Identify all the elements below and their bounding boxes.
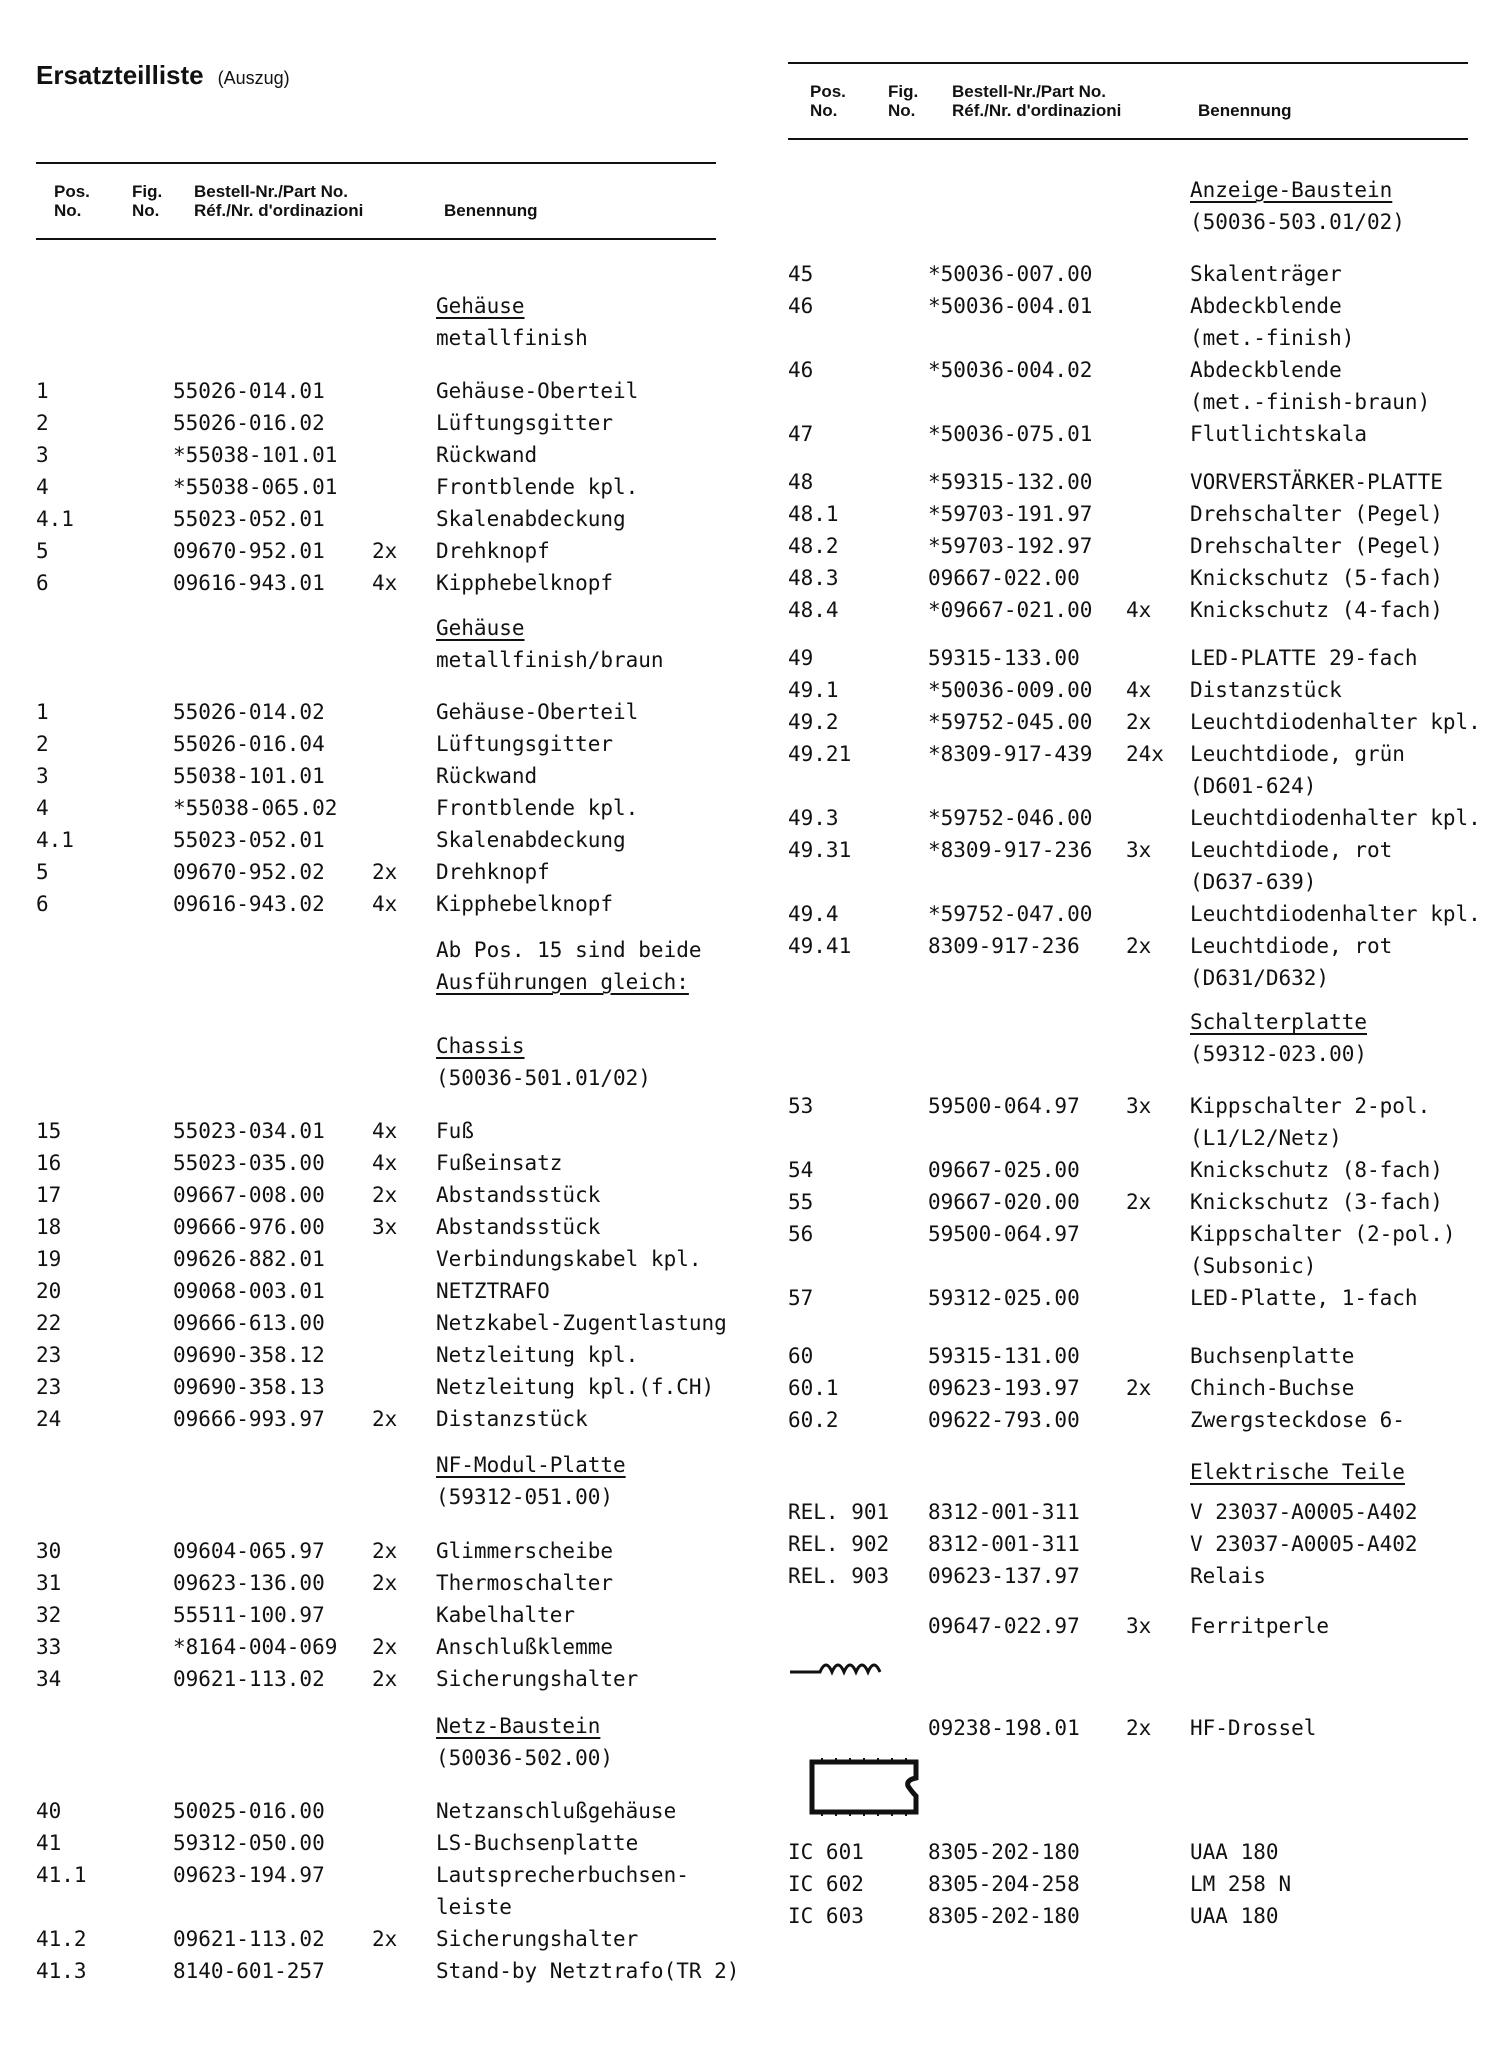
cell-name: leiste xyxy=(436,1895,512,1919)
cell-name: Kipphebelknopf xyxy=(436,571,614,595)
cell-part-no: 8309-917-236 xyxy=(928,934,1080,958)
cell-name: HF-Drossel xyxy=(1190,1716,1317,1740)
cell-pos: 20 xyxy=(36,1279,62,1303)
cell-name: Abstandsstück xyxy=(436,1183,601,1207)
cell-name: Verbindungskabel kpl. xyxy=(436,1247,702,1271)
cell-name: Netzleitung kpl.(f.CH) xyxy=(436,1375,715,1399)
cell-part-no: *50036-004.01 xyxy=(928,294,1093,318)
cell-pos: 1 xyxy=(36,379,49,403)
cell-qty: 2x xyxy=(1126,1716,1152,1740)
cell-pos: 48.4 xyxy=(788,598,839,622)
cell-name: Kabelhalter xyxy=(436,1603,576,1627)
cell-name: NETZTRAFO xyxy=(436,1279,550,1303)
cell-name: Skalenabdeckung xyxy=(436,828,626,852)
header-fig: Fig. No. xyxy=(132,182,163,220)
cell-part-no: 09068-003.01 xyxy=(173,1279,325,1303)
cell-part-no: 8305-202-180 xyxy=(928,1840,1080,1864)
cell-pos: 49.4 xyxy=(788,902,839,926)
cell-part-no: 09667-022.00 xyxy=(928,566,1080,590)
header-top-rule xyxy=(36,162,716,164)
cell-pos: 46 xyxy=(788,294,814,318)
cell-name: (L1/L2/Netz) xyxy=(1190,1126,1342,1150)
cell-name: Gehäuse-Oberteil xyxy=(436,700,639,724)
cell-part-no: 09623-137.97 xyxy=(928,1564,1080,1588)
cell-name: (met.-finish) xyxy=(1190,326,1355,350)
cell-qty: 2x xyxy=(372,1183,398,1207)
cell-pos: 30 xyxy=(36,1539,62,1563)
header-top-rule xyxy=(788,62,1468,64)
cell-part-no: 09666-976.00 xyxy=(173,1215,325,1239)
cell-name: Abstandsstück xyxy=(436,1215,601,1239)
cell-qty: 2x xyxy=(1126,710,1152,734)
cell-name: Ferritperle xyxy=(1190,1614,1330,1638)
cell-pos: 15 xyxy=(36,1119,62,1143)
cell-part-no: 8140-601-257 xyxy=(173,1959,325,1983)
cell-part-no: 09616-943.01 xyxy=(173,571,325,595)
cell-pos: 60.1 xyxy=(788,1376,839,1400)
cell-name: Glimmerscheibe xyxy=(436,1539,614,1563)
cell-pos: 48 xyxy=(788,470,814,494)
cell-name: Knickschutz (4-fach) xyxy=(1190,598,1443,622)
coil-symbol-icon xyxy=(788,1650,906,1680)
cell-name: (met.-finish-braun) xyxy=(1190,390,1431,414)
cell-pos: 16 xyxy=(36,1151,62,1175)
cell-pos: 6 xyxy=(36,892,49,916)
cell-pos: 48.3 xyxy=(788,566,839,590)
cell-pos: 23 xyxy=(36,1375,62,1399)
cell-name: (Subsonic) xyxy=(1190,1254,1317,1278)
cell-part-no: 55511-100.97 xyxy=(173,1603,325,1627)
cell-name: Drehschalter (Pegel) xyxy=(1190,502,1443,526)
cell-part-no: 55026-014.01 xyxy=(173,379,325,403)
cell-part-no: *8309-917-439 xyxy=(928,742,1093,766)
cell-part-no: 09616-943.02 xyxy=(173,892,325,916)
cell-part-no: *59752-047.00 xyxy=(928,902,1093,926)
cell-part-no: 09622-793.00 xyxy=(928,1408,1080,1432)
cell-name: Chassis xyxy=(436,1034,525,1058)
left-table-header xyxy=(36,162,716,240)
cell-part-no: *59752-046.00 xyxy=(928,806,1093,830)
cell-pos: 49.1 xyxy=(788,678,839,702)
cell-pos: 17 xyxy=(36,1183,62,1207)
title-block xyxy=(36,60,290,91)
cell-pos: 34 xyxy=(36,1667,62,1691)
cell-qty: 2x xyxy=(372,1539,398,1563)
cell-pos: IC 601 xyxy=(788,1840,864,1864)
cell-part-no: *55038-065.01 xyxy=(173,475,338,499)
cell-pos: 49 xyxy=(788,646,814,670)
cell-name: (59312-051.00) xyxy=(436,1485,614,1509)
cell-name: LM 258 N xyxy=(1190,1872,1292,1896)
cell-pos: 46 xyxy=(788,358,814,382)
cell-name: (D637-639) xyxy=(1190,870,1317,894)
cell-name: Frontblende kpl. xyxy=(436,475,639,499)
cell-name: Drehknopf xyxy=(436,860,550,884)
cell-pos: 57 xyxy=(788,1286,814,1310)
cell-part-no: 09623-136.00 xyxy=(173,1571,325,1595)
cell-qty: 3x xyxy=(372,1215,398,1239)
cell-pos: 48.2 xyxy=(788,534,839,558)
cell-pos: 49.31 xyxy=(788,838,852,862)
cell-part-no: *59703-191.97 xyxy=(928,502,1093,526)
cell-pos: 54 xyxy=(788,1158,814,1182)
ic-chip-symbol-icon xyxy=(806,1756,926,1818)
cell-name: Lautsprecherbuchsen- xyxy=(436,1863,689,1887)
cell-qty: 2x xyxy=(372,1635,398,1659)
cell-name: Chinch-Buchse xyxy=(1190,1376,1355,1400)
cell-pos: 60.2 xyxy=(788,1408,839,1432)
cell-pos: 1 xyxy=(36,700,49,724)
cell-part-no: *50036-007.00 xyxy=(928,262,1093,286)
cell-pos: 60 xyxy=(788,1344,814,1368)
cell-name: Leuchtdiodenhalter kpl. xyxy=(1190,806,1481,830)
cell-qty: 3x xyxy=(1126,1614,1152,1638)
cell-part-no: 50025-016.00 xyxy=(173,1799,325,1823)
cell-name: LED-PLATTE 29-fach xyxy=(1190,646,1418,670)
cell-pos: 41.3 xyxy=(36,1959,87,1983)
cell-part-no: 55023-035.00 xyxy=(173,1151,325,1175)
cell-part-no: 8312-001-311 xyxy=(928,1500,1080,1524)
cell-name: Sicherungshalter xyxy=(436,1927,639,1951)
cell-pos: REL. 902 xyxy=(788,1532,890,1556)
cell-name: UAA 180 xyxy=(1190,1904,1279,1928)
cell-name: Netz-Baustein xyxy=(436,1714,601,1738)
header-fig: Fig. No. xyxy=(888,82,919,120)
cell-pos: 2 xyxy=(36,732,49,756)
cell-qty: 2x xyxy=(372,1927,398,1951)
cell-name: LS-Buchsenplatte xyxy=(436,1831,639,1855)
cell-part-no: 09667-025.00 xyxy=(928,1158,1080,1182)
cell-part-no: 59500-064.97 xyxy=(928,1094,1080,1118)
cell-part-no: *50036-075.01 xyxy=(928,422,1093,446)
cell-part-no: 09604-065.97 xyxy=(173,1539,325,1563)
cell-qty: 2x xyxy=(372,539,398,563)
cell-part-no: 09667-008.00 xyxy=(173,1183,325,1207)
cell-part-no: 59312-025.00 xyxy=(928,1286,1080,1310)
cell-part-no: 09626-882.01 xyxy=(173,1247,325,1271)
cell-part-no: 09667-020.00 xyxy=(928,1190,1080,1214)
cell-name: (50036-501.01/02) xyxy=(436,1066,651,1090)
cell-name: (D631/D632) xyxy=(1190,966,1330,990)
cell-name: Thermoschalter xyxy=(436,1571,614,1595)
cell-part-no: 09670-952.01 xyxy=(173,539,325,563)
cell-part-no: 09666-613.00 xyxy=(173,1311,325,1335)
cell-part-no: 09647-022.97 xyxy=(928,1614,1080,1638)
cell-pos: 4.1 xyxy=(36,828,74,852)
cell-name: V 23037-A0005-A402 xyxy=(1190,1532,1418,1556)
cell-pos: 48.1 xyxy=(788,502,839,526)
cell-part-no: *8309-917-236 xyxy=(928,838,1093,862)
cell-qty: 4x xyxy=(372,571,398,595)
cell-pos: 41 xyxy=(36,1831,62,1855)
cell-pos: 19 xyxy=(36,1247,62,1271)
cell-part-no: 09670-952.02 xyxy=(173,860,325,884)
cell-part-no: 55023-034.01 xyxy=(173,1119,325,1143)
cell-part-no: 55038-101.01 xyxy=(173,764,325,788)
cell-part-no: 55023-052.01 xyxy=(173,507,325,531)
cell-name: Flutlichtskala xyxy=(1190,422,1368,446)
cell-name: (50036-502.00) xyxy=(436,1746,614,1770)
cell-part-no: 09621-113.02 xyxy=(173,1927,325,1951)
cell-pos: 49.41 xyxy=(788,934,852,958)
header-name: Benennung xyxy=(444,201,538,220)
cell-qty: 4x xyxy=(372,1151,398,1175)
cell-name: Ausführungen gleich: xyxy=(436,970,689,994)
cell-part-no: *59752-045.00 xyxy=(928,710,1093,734)
cell-name: Stand-by Netztrafo(TR 2) xyxy=(436,1959,740,1983)
header-pos: Pos. No. xyxy=(810,82,846,120)
cell-name: Netzanschlußgehäuse xyxy=(436,1799,677,1823)
cell-pos: 49.2 xyxy=(788,710,839,734)
cell-pos: 4 xyxy=(36,475,49,499)
cell-pos: 40 xyxy=(36,1799,62,1823)
cell-pos: 5 xyxy=(36,860,49,884)
cell-name: LED-Platte, 1-fach xyxy=(1190,1286,1418,1310)
cell-pos: 2 xyxy=(36,411,49,435)
cell-name: Netzkabel-Zugentlastung xyxy=(436,1311,727,1335)
cell-name: Drehknopf xyxy=(436,539,550,563)
cell-part-no: 09690-358.12 xyxy=(173,1343,325,1367)
cell-name: Abdeckblende xyxy=(1190,358,1342,382)
cell-qty: 2x xyxy=(372,1571,398,1595)
cell-part-no: 55026-016.04 xyxy=(173,732,325,756)
cell-name: Leuchtdiodenhalter kpl. xyxy=(1190,902,1481,926)
cell-name: Kippschalter 2-pol. xyxy=(1190,1094,1431,1118)
cell-part-no: 59315-131.00 xyxy=(928,1344,1080,1368)
cell-pos: 4.1 xyxy=(36,507,74,531)
header-pos: Pos. No. xyxy=(54,182,90,220)
doc-subtitle: (Auszug) xyxy=(217,68,290,88)
cell-pos: 32 xyxy=(36,1603,62,1627)
cell-name: Leuchtdiodenhalter kpl. xyxy=(1190,710,1481,734)
cell-pos: 47 xyxy=(788,422,814,446)
cell-name: metallfinish/braun xyxy=(436,648,664,672)
cell-qty: 2x xyxy=(372,860,398,884)
cell-pos: 22 xyxy=(36,1311,62,1335)
cell-name: (59312-023.00) xyxy=(1190,1042,1368,1066)
cell-pos: 41.2 xyxy=(36,1927,87,1951)
cell-name: Elektrische Teile xyxy=(1190,1460,1405,1484)
cell-pos: 3 xyxy=(36,764,49,788)
cell-name: UAA 180 xyxy=(1190,1840,1279,1864)
cell-name: Netzleitung kpl. xyxy=(436,1343,639,1367)
cell-name: Drehschalter (Pegel) xyxy=(1190,534,1443,558)
cell-pos: 45 xyxy=(788,262,814,286)
cell-pos: 5 xyxy=(36,539,49,563)
cell-name: VORVERSTÄRKER-PLATTE xyxy=(1190,470,1443,494)
cell-pos: 23 xyxy=(36,1343,62,1367)
cell-name: Sicherungshalter xyxy=(436,1667,639,1691)
right-table-header xyxy=(788,62,1468,140)
cell-qty: 2x xyxy=(1126,934,1152,958)
cell-part-no: *59703-192.97 xyxy=(928,534,1093,558)
cell-name: Knickschutz (5-fach) xyxy=(1190,566,1443,590)
cell-pos: IC 602 xyxy=(788,1872,864,1896)
cell-name: (50036-503.01/02) xyxy=(1190,210,1405,234)
cell-qty: 2x xyxy=(1126,1376,1152,1400)
cell-name: Distanzstück xyxy=(436,1407,588,1431)
cell-name: metallfinish xyxy=(436,326,588,350)
cell-pos: 31 xyxy=(36,1571,62,1595)
cell-part-no: 59315-133.00 xyxy=(928,646,1080,670)
cell-qty: 4x xyxy=(1126,598,1152,622)
cell-name: Buchsenplatte xyxy=(1190,1344,1355,1368)
cell-name: Leuchtdiode, grün xyxy=(1190,742,1405,766)
cell-name: Abdeckblende xyxy=(1190,294,1342,318)
cell-name: Gehäuse-Oberteil xyxy=(436,379,639,403)
cell-name: Kippschalter (2-pol.) xyxy=(1190,1222,1456,1246)
cell-pos: 49.3 xyxy=(788,806,839,830)
cell-name: Kipphebelknopf xyxy=(436,892,614,916)
cell-part-no: 59312-050.00 xyxy=(173,1831,325,1855)
cell-pos: REL. 903 xyxy=(788,1564,890,1588)
cell-pos: 3 xyxy=(36,443,49,467)
header-bottom-rule xyxy=(36,238,716,240)
cell-qty: 3x xyxy=(1126,1094,1152,1118)
cell-name: Gehäuse xyxy=(436,294,525,318)
doc-title: Ersatzteilliste xyxy=(36,60,204,90)
cell-part-no: *50036-004.02 xyxy=(928,358,1093,382)
cell-name: Leuchtdiode, rot xyxy=(1190,934,1393,958)
cell-name: Relais xyxy=(1190,1564,1266,1588)
cell-part-no: 09690-358.13 xyxy=(173,1375,325,1399)
cell-name: Anzeige-Baustein xyxy=(1190,178,1393,202)
cell-name: Fußeinsatz xyxy=(436,1151,563,1175)
cell-part-no: *09667-021.00 xyxy=(928,598,1093,622)
cell-part-no: 8305-202-180 xyxy=(928,1904,1080,1928)
cell-name: Anschlußklemme xyxy=(436,1635,614,1659)
cell-name: (D601-624) xyxy=(1190,774,1317,798)
cell-pos: 24 xyxy=(36,1407,62,1431)
cell-part-no: *50036-009.00 xyxy=(928,678,1093,702)
cell-name: Skalenabdeckung xyxy=(436,507,626,531)
cell-qty: 2x xyxy=(372,1667,398,1691)
cell-part-no: 09623-194.97 xyxy=(173,1863,325,1887)
cell-name: Lüftungsgitter xyxy=(436,732,614,756)
cell-pos: 41.1 xyxy=(36,1863,87,1887)
cell-qty: 3x xyxy=(1126,838,1152,862)
cell-qty: 4x xyxy=(1126,678,1152,702)
cell-name: V 23037-A0005-A402 xyxy=(1190,1500,1418,1524)
cell-part-no: 55026-016.02 xyxy=(173,411,325,435)
cell-pos: 56 xyxy=(788,1222,814,1246)
cell-name: Skalenträger xyxy=(1190,262,1342,286)
cell-pos: 53 xyxy=(788,1094,814,1118)
cell-pos: 49.21 xyxy=(788,742,852,766)
cell-name: Rückwand xyxy=(436,443,538,467)
cell-qty: 2x xyxy=(372,1407,398,1431)
header-bottom-rule xyxy=(788,138,1468,140)
cell-part-no: 55026-014.02 xyxy=(173,700,325,724)
header-name: Benennung xyxy=(1198,101,1292,120)
cell-name: Lüftungsgitter xyxy=(436,411,614,435)
cell-name: Frontblende kpl. xyxy=(436,796,639,820)
cell-part-no: 09621-113.02 xyxy=(173,1667,325,1691)
cell-part-no: 59500-064.97 xyxy=(928,1222,1080,1246)
cell-name: NF-Modul-Platte xyxy=(436,1453,626,1477)
cell-qty: 2x xyxy=(1126,1190,1152,1214)
cell-pos: 18 xyxy=(36,1215,62,1239)
cell-part-no: *59315-132.00 xyxy=(928,470,1093,494)
cell-pos: 6 xyxy=(36,571,49,595)
cell-pos: 4 xyxy=(36,796,49,820)
cell-part-no: 09623-193.97 xyxy=(928,1376,1080,1400)
cell-part-no: 8305-204-258 xyxy=(928,1872,1080,1896)
cell-part-no: *55038-101.01 xyxy=(173,443,338,467)
cell-name: Ab Pos. 15 sind beide xyxy=(436,938,702,962)
cell-name: Fuß xyxy=(436,1119,474,1143)
cell-pos: REL. 901 xyxy=(788,1500,890,1524)
cell-pos: 55 xyxy=(788,1190,814,1214)
cell-part-no: 55023-052.01 xyxy=(173,828,325,852)
cell-name: Knickschutz (8-fach) xyxy=(1190,1158,1443,1182)
cell-pos: 33 xyxy=(36,1635,62,1659)
cell-qty: 4x xyxy=(372,892,398,916)
cell-name: Zwergsteckdose 6- xyxy=(1190,1408,1405,1432)
header-part-no: Bestell-Nr./Part No. Réf./Nr. d'ordinazioni xyxy=(194,182,364,220)
cell-name: Gehäuse xyxy=(436,616,525,640)
cell-name: Knickschutz (3-fach) xyxy=(1190,1190,1443,1214)
header-part-no: Bestell-Nr./Part No. Réf./Nr. d'ordinazioni xyxy=(952,82,1122,120)
cell-name: Schalterplatte xyxy=(1190,1010,1368,1034)
cell-qty: 24x xyxy=(1126,742,1164,766)
cell-part-no: 8312-001-311 xyxy=(928,1532,1080,1556)
cell-part-no: 09666-993.97 xyxy=(173,1407,325,1431)
cell-part-no: 09238-198.01 xyxy=(928,1716,1080,1740)
cell-pos: IC 603 xyxy=(788,1904,864,1928)
cell-qty: 4x xyxy=(372,1119,398,1143)
cell-part-no: *8164-004-069 xyxy=(173,1635,338,1659)
cell-name: Distanzstück xyxy=(1190,678,1342,702)
cell-part-no: *55038-065.02 xyxy=(173,796,338,820)
cell-name: Rückwand xyxy=(436,764,538,788)
cell-name: Leuchtdiode, rot xyxy=(1190,838,1393,862)
